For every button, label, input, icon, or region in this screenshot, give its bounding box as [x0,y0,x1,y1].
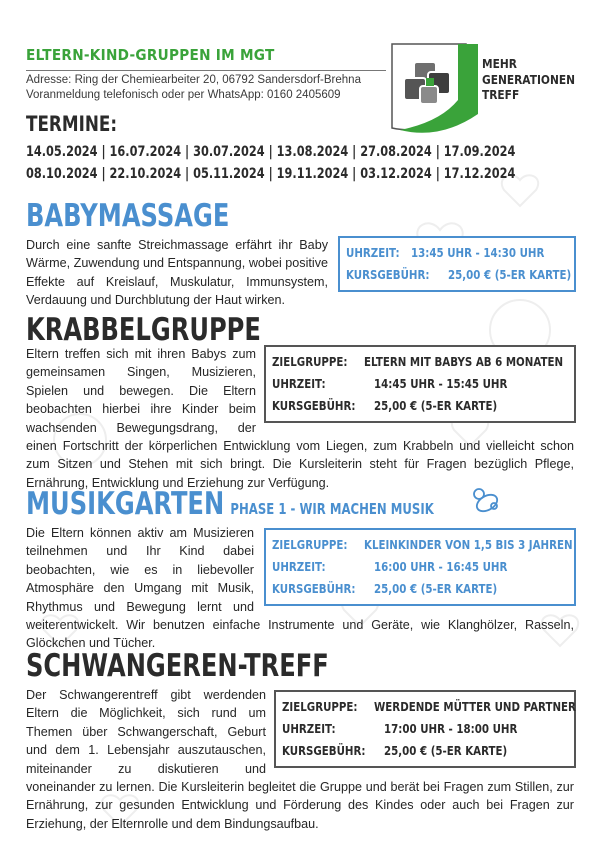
logo-text [482,56,575,103]
babymassage-info-box [338,236,576,292]
info-key: ZIELGRUPPE: [282,699,358,714]
info-value: 16:00 UHR - 16:45 UHR [374,559,508,574]
krabbelgruppe-description: Eltern treffen sich mit ihren Babys zum gemeinsamen Singen, Musizieren, Spielen und bewegen. Die Eltern beobachten hierbei ihre Kinder beim wachsenden Bewegungsdrang, der einen Fortschritt der körperlichen Entwicklung vom Liegen, zum Krabbeln und vielleicht schon zum Sitzen und Stehen mit sich bringt. Die Kursleiterin steht für Fragen bezüglich Pflege, Ernährung, Entwicklung und Erziehung zur Verfügung. [26,347,574,490]
musikgarten-description: Die Eltern können aktiv am Musizieren teilnehmen und Ihr Kind dabei beobachten, wie es in liebevoller Atmosphäre den Umgang mit Musik, Rhythmus und Bewegung lernt und weiterentwickelt. Wir benutzen einfache Instrumente und Geräte, wie Klanghölzer, Rasseln, Glöckchen und Tücher. [26,526,574,651]
info-key: ZIELGRUPPE: [272,354,348,369]
info-value: 17:00 UHR - 18:00 UHR [384,721,518,736]
schwangeren-description: Der Schwangerentreff gibt werdenden Eltern die Möglichkeit, sich rund um Themen über Schwangerschaft, Geburt und dem 1. Lebensjahr auszutauschen, miteinander zu diskutieren und voneinander zu lernen. Die Kursleiterin begleitet die Gruppe und berät bei Fragen zum Stillen, zur Ernährung, zur gesunden Entwicklung und Förderung des Kindes oder auch bei Fragen zur Erziehung, der Elternrolle und dem Bindungsaufbau. [26,688,574,831]
info-row-fee [272,395,568,417]
musikgarten-title [26,486,434,522]
info-row-time [272,556,568,578]
header-divider [26,70,386,71]
krabbelgruppe-info-box [264,345,576,423]
krabbelgruppe-title: KRABBELGRUPPE [26,312,261,348]
info-row-time [282,718,568,740]
info-value: 25,00 € (5-ER KARTE) [374,581,498,596]
info-row-time [346,242,568,264]
schwangeren-info-box [274,690,576,768]
info-value: 13:45 UHR - 14:30 UHR [411,245,545,260]
header-title: ELTERN-KIND-GRUPPEN IM MGT [26,46,275,64]
info-key: UHRZEIT: [346,245,400,260]
info-value: 25,00 € (5-ER KARTE) [374,398,498,413]
info-key: ZIELGRUPPE: [272,537,348,552]
info-row-time [272,373,568,395]
krabbelgruppe-text [26,345,574,492]
info-row-fee [272,578,568,600]
info-row-target [282,696,577,718]
info-key: UHRZEIT: [272,559,326,574]
babymassage-description: Durch eine sanfte Streichmassage erfährt ihr Baby Wärme, Zuwendung und Entspannung, wobei positive Effekte auf Kreislauf, Muskulatur, Immunsystem, Verdauung und Durchblutung der Haut wirken. [26,238,328,308]
info-value: 14:45 UHR - 15:45 UHR [374,376,508,391]
info-key: UHRZEIT: [272,376,326,391]
info-value: KLEINKINDER VON 1,5 BIS 3 JAHREN [364,537,573,552]
info-row-target [272,534,573,556]
babymassage-title: BABYMASSAGE [26,198,230,234]
termine-heading: TERMINE: [26,112,118,136]
info-row-target [272,351,568,373]
schwangeren-text [26,686,577,833]
mgt-logo-icon [390,40,480,136]
musikgarten-title-text: MUSIKGARTEN [26,486,225,522]
info-value: ELTERN MIT BABYS AB 6 MONATEN [364,354,564,369]
header-address: Adresse: Ring der Chemiearbeiter 20, 06792 Sandersdorf-Brehna [26,74,361,86]
info-value: WERDENDE MÜTTER UND PARTNER [374,699,577,714]
logo-text-line: GENERATIONEN [482,71,575,87]
dates-row-1: 14.05.2024 | 16.07.2024 | 30.07.2024 | 13.08.2024 | 27.08.2024 | 17.09.2024 [26,144,516,160]
dates-row-2: 08.10.2024 | 22.10.2024 | 05.11.2024 | 19.11.2024 | 03.12.2024 | 17.12.2024 [26,166,516,182]
info-value: 25,00 € (5-ER KARTE) [384,743,508,758]
info-key: KURSGEBÜHR: [272,398,356,413]
info-key: KURSGEBÜHR: [282,743,366,758]
info-row-fee [282,740,568,762]
schwangeren-title: SCHWANGEREN-TREFF [26,648,329,684]
musikgarten-subtitle: PHASE 1 - WIR MACHEN MUSIK [230,500,434,518]
info-key: KURSGEBÜHR: [272,581,356,596]
babymassage-text [26,236,574,310]
logo-text-line: TREFF [482,87,520,102]
musikgarten-text [26,524,574,653]
musikgarten-info-box [264,528,576,606]
logo-text-line: MEHR [482,56,517,71]
info-value: 25,00 € (5-ER KARTE) [447,267,572,282]
pacifier-icon [470,486,504,516]
info-key: KURSGEBÜHR: [346,267,430,282]
info-key: UHRZEIT: [282,721,336,736]
header-signup: Voranmeldung telefonisch oder per WhatsApp: 0160 2405609 [26,89,341,101]
info-row-fee [346,264,572,286]
